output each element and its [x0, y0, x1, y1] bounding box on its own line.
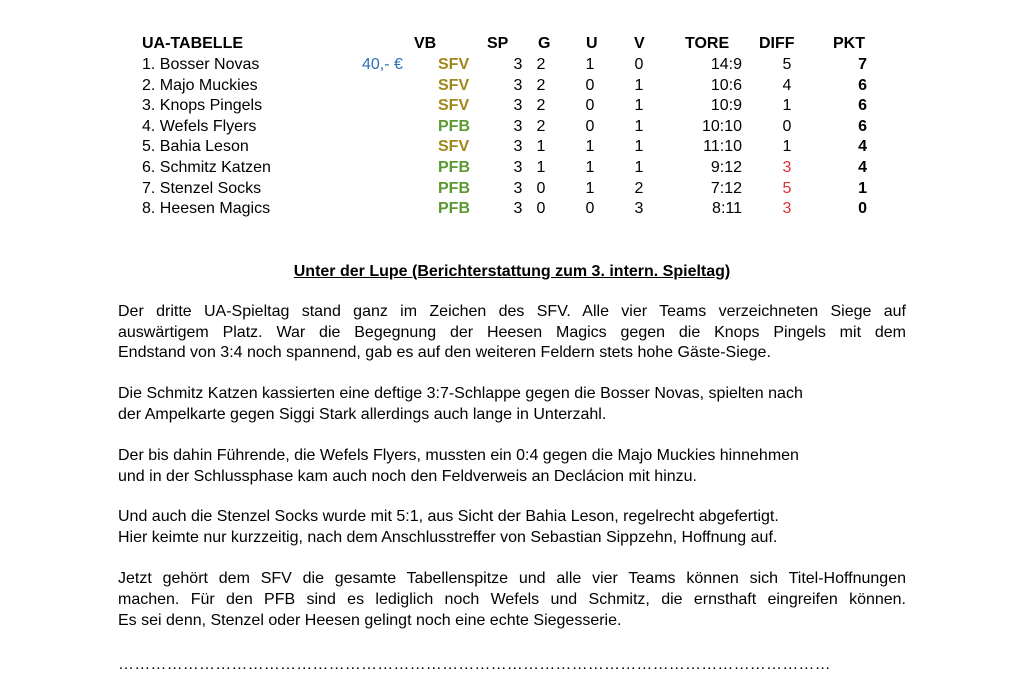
cell-u: 0: [585, 76, 595, 94]
cell-v: 0: [634, 56, 644, 73]
report-line: der Ampelkarte gegen Siggi Stark allerdings auch lange in Unterzahl.: [118, 405, 607, 423]
cell-tore: 10:9: [710, 97, 742, 115]
header-team: UA-TABELLE: [142, 35, 244, 52]
cell-diff: 3: [782, 158, 792, 176]
cell-sp: 3: [513, 200, 523, 218]
report-line: auswärtigem Platz. War die Begegnung der Heesen Magics gegen die Knops Pingels mit dem: [118, 323, 906, 341]
cell-tore: 11:10: [703, 138, 742, 156]
report-paragraph: [118, 507, 906, 549]
cell-pkt: 0: [858, 200, 867, 218]
cell-g: 2: [536, 56, 546, 73]
team-name: 4. Wefels Flyers: [142, 117, 257, 135]
header-v: V: [634, 35, 645, 52]
cell-g: 2: [536, 76, 546, 94]
cell-pkt: 1: [858, 179, 867, 197]
report-paragraph: [118, 384, 906, 426]
cell-sp: 3: [513, 76, 523, 94]
cell-pkt: 6: [858, 97, 867, 115]
report-line: Die Schmitz Katzen kassierten eine deftige 3:7-Schlappe gegen die Bosser Novas, spielten nach: [118, 385, 803, 403]
vb-badge: PFB: [438, 158, 470, 176]
vb-badge: SFV: [438, 56, 470, 73]
cell-diff: 5: [782, 56, 792, 73]
header-diff: DIFF: [759, 35, 795, 52]
report-line: Es sei denn, Stenzel oder Heesen gelingt noch eine echte Siegesserie.: [118, 611, 622, 629]
cell-sp: 3: [513, 179, 523, 197]
report-body: [118, 302, 906, 632]
team-name: 2. Majo Muckies: [142, 76, 258, 94]
report-line: Der dritte UA-Spieltag stand ganz im Zeichen des SFV. Alle vier Teams verzeichneten Siege auf: [118, 302, 906, 320]
report-title: Unter der Lupe (Berichterstattung zum 3. intern. Spieltag): [293, 263, 731, 280]
header-u: U: [586, 35, 598, 52]
cell-tore: 14:9: [710, 56, 742, 73]
header-tore: TORE: [685, 35, 730, 52]
cell-diff: 1: [782, 138, 792, 156]
cell-g: 0: [536, 200, 546, 218]
cell-v: 1: [634, 97, 644, 115]
team-name: 1. Bosser Novas: [142, 56, 260, 73]
report-line: Endstand von 3:4 noch spannend, gab es auf den weiteren Feldern stets hohe Gäste-Siege.: [118, 344, 771, 362]
cell-v: 1: [634, 138, 644, 156]
cell-diff: 1: [782, 97, 792, 115]
cell-sp: 3: [513, 138, 523, 156]
report-line: Jetzt gehört dem SFV die gesamte Tabellenspitze und alle vier Teams können sich Titel-Hoffnungen: [118, 569, 906, 587]
cell-v: 1: [634, 76, 644, 94]
cell-tore: 9:12: [710, 158, 742, 176]
cell-u: 0: [585, 117, 595, 135]
team-name: 7. Stenzel Socks: [142, 179, 262, 197]
cell-v: 3: [634, 200, 644, 218]
report-line: und in der Schlussphase kam auch noch den Feldverweis an Declácion mit hinzu.: [118, 467, 697, 485]
cell-v: 2: [634, 179, 644, 197]
cell-diff: 0: [782, 117, 792, 135]
vb-badge: SFV: [438, 76, 470, 94]
report-paragraph: [118, 569, 906, 631]
report-paragraph: [118, 302, 906, 364]
cell-tore: 7:12: [710, 179, 742, 197]
report-paragraph: [118, 446, 906, 488]
cell-g: 2: [536, 97, 546, 115]
vb-badge: PFB: [438, 200, 470, 218]
cell-sp: 3: [513, 56, 523, 73]
report-line: Hier keimte nur kurzzeitig, nach dem Anschlusstreffer von Sebastian Sippzehn, Hoffnung auf.: [118, 529, 778, 547]
cell-tore: 8:11: [712, 200, 742, 218]
vb-badge: PFB: [438, 179, 470, 197]
header-g: G: [538, 35, 551, 52]
cell-g: 1: [536, 138, 546, 156]
dotted-separator: ……………………………………………………………………………………………………………………: [118, 656, 831, 673]
team-name: 6. Schmitz Katzen: [142, 158, 271, 176]
cell-sp: 3: [513, 158, 523, 176]
cell-sp: 3: [513, 97, 523, 115]
report-line: machen. Für den PFB sind es lediglich noch Wefels und Schmitz, die ernsthaft eingreifen können.: [118, 590, 906, 608]
cell-tore: 10:6: [710, 76, 742, 94]
report-section: [118, 262, 906, 651]
cell-diff: 3: [782, 200, 792, 218]
report-line: Der bis dahin Führende, die Wefels Flyers, mussten ein 0:4 gegen die Majo Muckies hinnehmen: [118, 446, 799, 464]
cell-g: 0: [536, 179, 546, 197]
report-line: Und auch die Stenzel Socks wurde mit 5:1, aus Sicht der Bahia Leson, regelrecht abgefertigt.: [118, 508, 779, 526]
bet-amount: 40,- €: [362, 56, 403, 73]
team-name: 8. Heesen Magics: [142, 200, 271, 218]
team-name: 3. Knops Pingels: [142, 97, 263, 115]
cell-pkt: 7: [858, 56, 867, 73]
cell-pkt: 4: [858, 158, 867, 176]
cell-u: 0: [585, 200, 595, 218]
cell-u: 1: [585, 138, 595, 156]
cell-diff: 5: [782, 179, 792, 197]
cell-g: 2: [536, 117, 546, 135]
cell-u: 0: [585, 97, 595, 115]
vb-badge: SFV: [438, 97, 470, 115]
cell-v: 1: [634, 117, 644, 135]
cell-pkt: 6: [858, 117, 867, 135]
vb-badge: SFV: [438, 138, 470, 156]
cell-u: 1: [585, 158, 595, 176]
cell-u: 1: [585, 56, 595, 73]
cell-pkt: 4: [858, 138, 867, 156]
cell-u: 1: [585, 179, 595, 197]
vb-badge: PFB: [438, 117, 470, 135]
cell-tore: 10:10: [701, 117, 742, 135]
cell-diff: 4: [782, 76, 792, 94]
header-pkt: PKT: [833, 35, 865, 52]
cell-pkt: 6: [858, 76, 867, 94]
cell-g: 1: [536, 158, 546, 176]
header-sp: SP: [487, 35, 509, 52]
team-name: 5. Bahia Leson: [142, 138, 249, 156]
cell-v: 1: [634, 158, 644, 176]
cell-sp: 3: [513, 117, 523, 135]
header-vb: VB: [414, 35, 437, 52]
